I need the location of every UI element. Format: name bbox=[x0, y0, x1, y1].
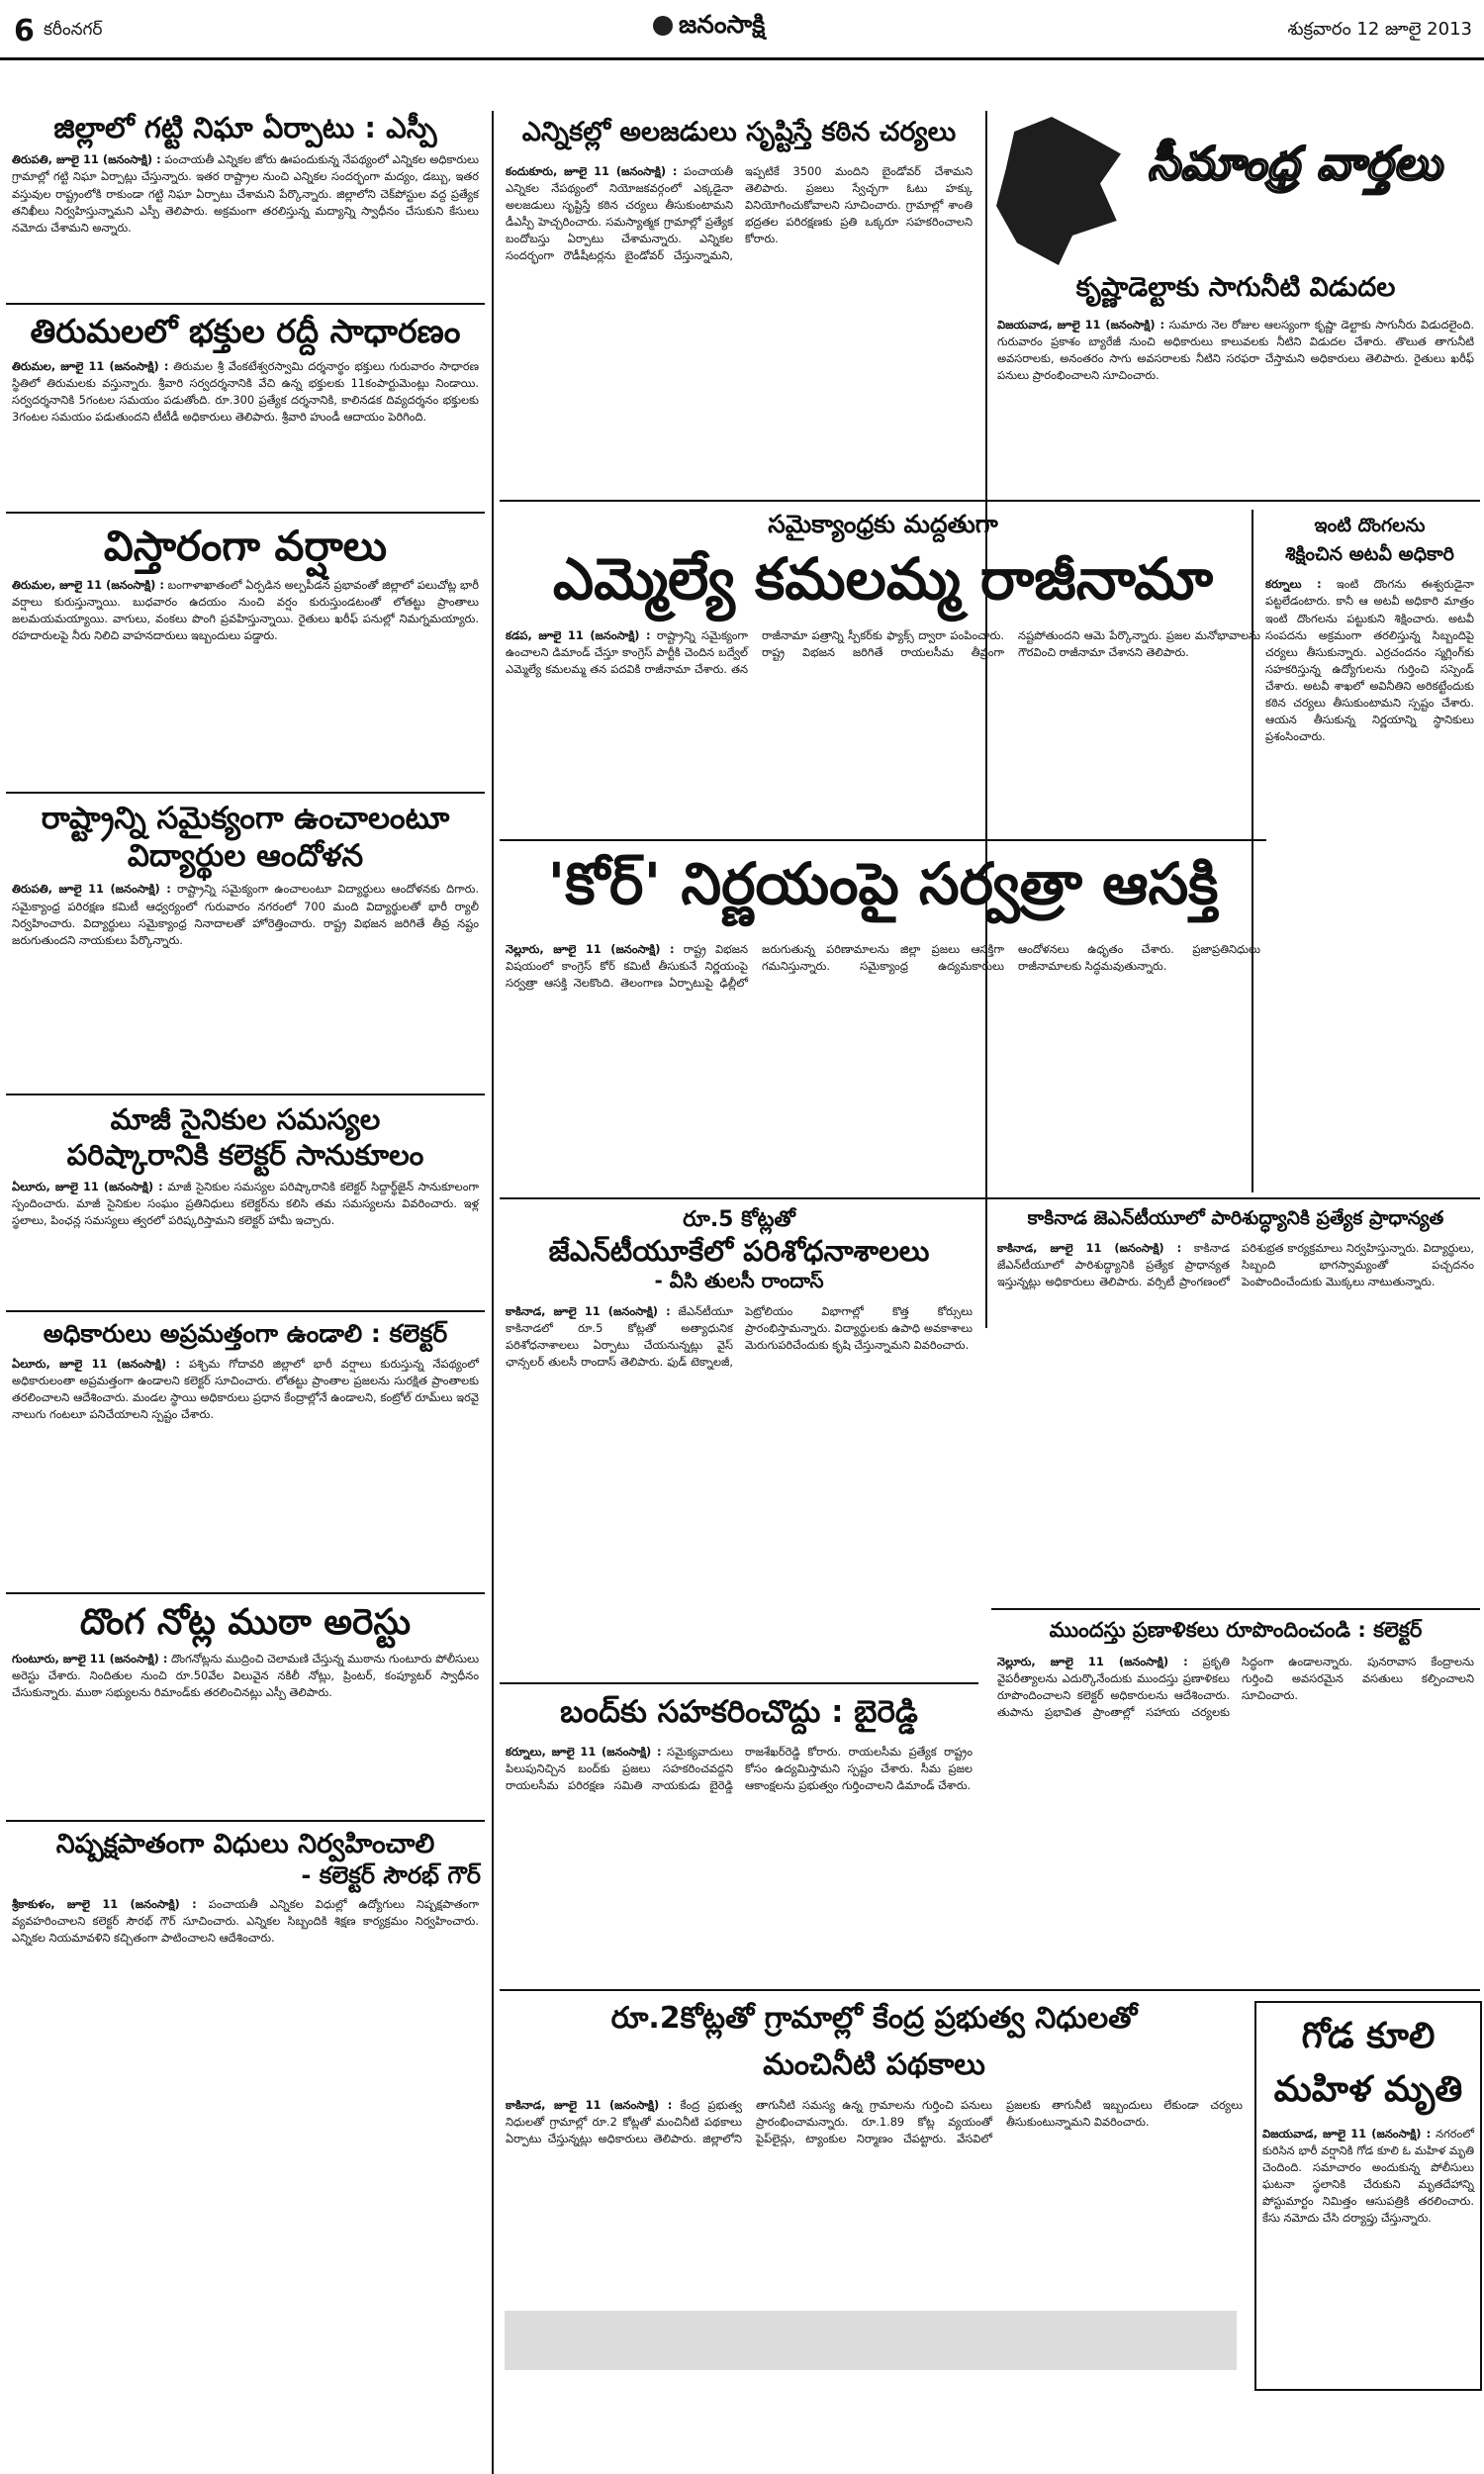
article-body: తిరుపతి, జూలై 11 (జనంసాక్షి) : పంచాయతీ ఎన్నికల జోరు ఊపందుకున్న నేపథ్యంలో ఎన్నికల అధికారులు గ్రామాల్లో గట్టి నిఘా ఏర్పాట్లు చేస్తున్నారు. ఇతర రాష్ట్రాల నుంచి ఎన్నికల సందర్భంగా మద్యం, డబ్బు, ఇతర వస్తువుల రాష్ట్రంలోకి రాకుండా గట్టి నిఘా ఏర్పాటు చేశామని పేర్కొన్నారు. జిల్లాలోని చెక్‌పోస్టుల వద్ద ప్రత్యేక తనిఖీలు నిర్వహిస్తున్నామని ఎస్పీ తెలిపారు. అక్రమంగా తరలిస్తున్న మద్యాన్ని స్వాధీనం చేసుకుని కేసులు నమోదు చేశామని అన్నారు. bbox=[12, 152, 479, 235]
headline: జేఎన్‌టీయూకేలో పరిశోధనాశాలలు bbox=[548, 1233, 930, 1268]
article-body: నెల్లూరు, జూలై 11 (జనంసాక్షి) : ప్రకృతి వైపరీత్యాలను ఎదుర్కొనేందుకు ముందస్తు ప్రణాళికలు రూపొందించాలని కలెక్టర్ అధికారులను ఆదేశించారు. తుపాను ప్రభావిత ప్రాంతాల్లో సహాయ చర్యలకు సిద్ధంగా ఉండాలన్నారు. పునరావాస కేంద్రాలను గుర్తించి అవసరమైన వసతులు కల్పించాలని సూచించారు. bbox=[997, 1654, 1474, 1719]
headline: 'కోర్' నిర్ణయంపై సర్వత్రా ఆసక్తి bbox=[547, 850, 1219, 917]
article-body: కాకినాడ, జూలై 11 (జనంసాక్షి) : జేఎన్‌టీయూ కాకినాడలో రూ.5 కోట్లతో అత్యాధునిక పరిశోధనాశాలలు ఏర్పాటు చేయనున్నట్లు వైస్ ఛాన్సలర్ తులసీ రాందాస్ తెలిపారు. ఫుడ్ టెక్నాలజీ, పెట్రోలియం విభాగాల్లో కొత్త కోర్సులు ప్రారంభిస్తామన్నారు. విద్యార్థులకు ఉపాధి అవకాశాలు మెరుగుపరిచేందుకు కృషి చేస్తున్నామని వివరించారు. bbox=[506, 1303, 973, 1369]
divider bbox=[6, 512, 485, 514]
headline: - కలెక్టర్ సౌరభ్ గౌర్ bbox=[301, 1860, 481, 1889]
article-body: కర్నూలు, జూలై 11 (జనంసాక్షి) : సమైక్యవాదులు పిలుపునిచ్చిన బంద్‌కు ప్రజలు సహకరించవద్దని రాయలసీమ పరిరక్షణ సమితి నాయకుడు బైరెడ్డి రాజశేఖర్‌రెడ్డి కోరారు. రాయలసీమ ప్రత్యేక రాష్ట్రం కోసం ఉద్యమిస్తామని స్పష్టం చేశారు. సీమ ప్రజల ఆకాంక్షలను ప్రభుత్వం గుర్తించాలని డిమాండ్ చేశారు. bbox=[506, 1744, 973, 1793]
divider bbox=[6, 303, 485, 305]
headline: ముందస్తు ప్రణాళికలు రూపొందించండి : కలెక్టర్ bbox=[1049, 1618, 1423, 1642]
headline: మంచినీటి పథకాలు bbox=[763, 2046, 985, 2082]
center-jntu-article bbox=[500, 1207, 978, 1677]
divider bbox=[500, 1682, 978, 1684]
banner-title: సీమాంధ్ర వార్తలు bbox=[1148, 137, 1443, 190]
headline: దొంగ నోట్ల ముఠా అరెస్టు bbox=[79, 1601, 412, 1643]
right-sanitation-article bbox=[991, 1207, 1480, 1593]
center-top-article bbox=[500, 117, 978, 493]
divider bbox=[500, 1197, 1480, 1199]
headline: - వీసి తులసీ రాందాస్ bbox=[654, 1269, 824, 1293]
headline: రాష్ట్రాన్ని సమైక్యంగా ఉంచాలంటూ bbox=[41, 800, 450, 836]
divider bbox=[500, 500, 1480, 502]
article-body: విజయవాడ, జూలై 11 (జనంసాక్షి) : సుమారు నెల రోజుల ఆలస్యంగా కృష్ణా డెల్టాకు సాగునీరు విడుదలైంది. గురువారం ప్రకాశం బ్యారేజీ నుంచి అధికారులు కాలువలకు నీటిని విడుదల చేశారు. తొలుత తాగునీటి అవసరాలకు, అనంతరం సాగు అవసరాలకు నీటిని సరఫరా చేస్తామని అధికారులు తెలిపారు. రైతులు ఖరీఫ్ పనులు ప్రారంభించాలని సూచించారు. bbox=[997, 317, 1475, 383]
column-divider bbox=[1252, 510, 1253, 1192]
right-top-article bbox=[991, 272, 1480, 500]
article-body: తిరుమల, జూలై 11 (జనంసాక్షి) : తిరుమల శ్రీ వేంకటేశ్వరస్వామి దర్శనార్థం భక్తులు గురువారం సాధారణ స్థితిలో తిరుమలకు వస్తున్నారు. శ్రీవారి సర్వదర్శనానికి వేచి ఉన్న భక్తులకు 11కంపార్టుమెంట్లు నిండాయి. సర్వదర్శనానికి 5గంటల సమయం పడుతోంది. రూ.300 ప్రత్యేక దర్శనానికి, కాలినడక దివ్యదర్శనం భక్తులకు 3గంటల సమయం పడుతుందని టీటీడీ అధికారులు తెలిపారు. శ్రీవారి హుండీ ఆదాయం పెరిగింది. bbox=[12, 358, 479, 424]
headline: రూ.2కోట్లతో గ్రామాల్లో కేంద్ర ప్రభుత్వ నిధులతో bbox=[610, 2001, 1138, 2036]
article-body: తిరుపతి, జూలై 11 (జనంసాక్షి) : రాష్ట్రాన్ని సమైక్యంగా ఉంచాలంటూ విద్యార్థులు ఆందోళనకు దిగారు. సమైక్యాంధ్ర పరిరక్షణ కమిటీ ఆధ్వర్యంలో గురువారం నగరంలో 700 మంది విద్యార్థులతో భారీ ర్యాలీ నిర్వహించారు. విద్యార్థులు సమైక్యాంధ్ర నినాదాలతో హోరెత్తించారు. రాష్ట్ర విభజన జరిగితే తీవ్ర నష్టం జరుగుతుందని నాయకులు పేర్కొన్నారు. bbox=[12, 882, 480, 947]
article-body: కాకినాడ, జూలై 11 (జనంసాక్షి) : కాకినాడ జేఎన్‌టీయూలో పారిశుద్ధ్యానికి ప్రత్యేక ప్రాధాన్యత ఇస్తున్నట్లు అధికారులు తెలిపారు. వర్సిటీ ప్రాంగణంలో పరిశుభ్రత కార్యక్రమాలు నిర్వహిస్తున్నారు. విద్యార్థులు, సిబ్బంది భాగస్వామ్యంతో పచ్చదనం పెంపొందించేందుకు మొక్కలు నాటుతున్నారు. bbox=[997, 1241, 1474, 1289]
logo-icon bbox=[653, 16, 673, 36]
headline: నిష్పక్షపాతంగా విధులు నిర్వహించాలి bbox=[55, 1828, 435, 1859]
right-forest-article bbox=[1259, 515, 1480, 1188]
article-body: గుంటూరు, జూలై 11 (జనంసాక్షి) : దొంగనోట్లను ముద్రించి చెలామణి చేస్తున్న ముఠాను గుంటూరు పోలీసులు అరెస్టు చేశారు. నిందితుల నుంచి రూ.50వేల విలువైన నకిలీ నోట్లు, ప్రింటర్, కంప్యూటర్ స్వాధీనం చేసుకున్నారు. ముఠా సభ్యులను రిమాండ్‌కు తరలించినట్లు ఎస్పీ తెలిపారు. bbox=[12, 1651, 480, 1699]
headline: గోడ కూలి bbox=[1301, 2016, 1436, 2056]
sidebar-box bbox=[1254, 2001, 1482, 2391]
article-body: విజయవాడ, జూలై 11 (జనంసాక్షి) : నగరంలో కురిసిన భారీ వర్షానికి గోడ కూలి ఓ మహిళ మృతి చెందింది. సమాచారం అందుకున్న పోలీసులు ఘటనా స్థలానికి చేరుకుని మృతదేహాన్ని పోస్టుమార్టం నిమిత్తం ఆసుపత్రికి తరలించారు. కేసు నమోదు చేసి దర్యాప్తు చేస్తున్నారు. bbox=[1262, 2126, 1475, 2226]
column-divider bbox=[492, 111, 494, 2474]
headline: శిక్షించిన అటవీ అధికారి bbox=[1285, 543, 1454, 566]
article-body: కడప, జూలై 11 (జనంసాక్షి) : రాష్ట్రాన్ని సమైక్యంగా ఉంచాలని డిమాండ్ చేస్తూ కాంగ్రెస్ పార్టీకి చెందిన బద్వేల్ ఎమ్మెల్యే కమలమ్మ తన పదవికి రాజీనామా చేశారు. తన రాజీనామా పత్రాన్ని స్పీకర్‌కు ఫ్యాక్స్ ద్వారా పంపించారు. రాష్ట్ర విభజన జరిగితే రాయలసీమ తీవ్రంగా నష్టపోతుందని ఆమె పేర్కొన్నారు. ప్రజల మనోభావాలను గౌరవించి రాజీనామా చేశానని తెలిపారు. bbox=[506, 628, 1260, 677]
center-core-article bbox=[500, 849, 1266, 1190]
right-collector-article bbox=[991, 1618, 1480, 1984]
article-body: శ్రీకాకుళం, జూలై 11 (జనంసాక్షి) : పంచాయతీ ఎన్నికల విధుల్లో ఉద్యోగులు నిష్పక్షపాతంగా వ్యవహరించాలని కలెక్టర్ సౌరభ్ గౌర్ సూచించారు. ఎన్నికల సిబ్బందికి శిక్షణ కార్యక్రమం నిర్వహించారు. ఎన్నికల నియమావళిని కచ్చితంగా పాటించాలని ఆదేశించారు. bbox=[12, 1896, 479, 1946]
headline: మహిళ మృతి bbox=[1273, 2068, 1463, 2110]
divider bbox=[6, 1310, 485, 1312]
masthead-title: జనంసాక్షి bbox=[679, 10, 766, 39]
article-body: కర్నూలు : ఇంటి దొంగను ఈశ్వరుడైనా పట్టలేడంటారు. కానీ ఆ అటవీ అధికారి మాత్రం ఇంటి దొంగలను పట్టుకుని శిక్షించారు. అటవీ సంపదను అక్రమంగా తరలిస్తున్న సిబ్బందిపై చర్యలు తీసుకున్నారు. ఎర్రచందనం స్మగ్లింగ్‌కు సహకరిస్తున్న ఉద్యోగులను గుర్తించి సస్పెండ్ చేశారు. అటవీ శాఖలో అవినీతిని అరికట్టేందుకు కఠిన చర్యలు తీసుకుంటామని స్పష్టం చేశారు. ఆయన తీసుకున్న నిర్ణయాన్ని స్థానికులు ప్రశంసించారు. bbox=[1265, 577, 1474, 744]
divider bbox=[500, 1989, 1480, 1991]
advertisement-placeholder bbox=[505, 2311, 1237, 2370]
district-label: కరీంనగర్ bbox=[44, 20, 103, 40]
issue-date: శుక్రవారం 12 జూలై 2013 bbox=[1287, 19, 1472, 40]
divider bbox=[991, 1608, 1480, 1610]
article-body: కాకినాడ, జూలై 11 (జనంసాక్షి) : కేంద్ర ప్రభుత్వ నిధులతో గ్రామాల్లో రూ.2 కోట్లతో మంచినీటి పథకాలు ఏర్పాటు చేస్తున్నట్లు అధికారులు తెలిపారు. జిల్లాలోని తాగునీటి సమస్య ఉన్న గ్రామాలను గుర్తించి పనులు ప్రారంభించామన్నారు. రూ.1.89 కోట్ల వ్యయంతో పైప్‌లైన్లు, ట్యాంకుల నిర్మాణం చేపట్టారు. వేసవిలో ప్రజలకు తాగునీటి ఇబ్బందులు లేకుండా చర్యలు తీసుకుంటున్నామని వివరించారు. bbox=[506, 2098, 1243, 2146]
headline: బంద్‌కు సహకరించొద్దు : బైరెడ్డి bbox=[560, 1694, 918, 1730]
page-number: 6 bbox=[14, 14, 35, 48]
kicker: సమైక్యాంధ్రకు మద్దతుగా bbox=[768, 510, 998, 538]
headline: మాజీ సైనికుల సమస్యల bbox=[110, 1102, 381, 1137]
headline: పరిష్కారానికి కలెక్టర్ సానుకూలం bbox=[66, 1137, 424, 1172]
divider bbox=[6, 1094, 485, 1095]
headline: విస్తారంగా వర్షాలు bbox=[103, 521, 388, 570]
headline: విద్యార్థుల ఆందోళన bbox=[127, 837, 364, 874]
headline: జిల్లాలో గట్టి నిఘా ఏర్పాటు : ఎస్పీ bbox=[53, 111, 437, 144]
page-header bbox=[0, 0, 1484, 60]
divider bbox=[6, 1592, 485, 1594]
headline: ఎన్నికల్లో అలజడులు సృష్టిస్తే కఠిన చర్యలు bbox=[521, 117, 957, 147]
headline: తిరుమలలో భక్తుల రద్దీ సాధారణం bbox=[30, 312, 461, 351]
map-icon bbox=[989, 117, 1128, 265]
center-mla-article bbox=[500, 510, 1266, 826]
headline: ఎమ్మెల్యే కమలమ్మ రాజీనామా bbox=[552, 544, 1214, 613]
divider bbox=[6, 792, 485, 794]
kicker: రూ.5 కోట్లతో bbox=[683, 1207, 795, 1232]
center-bandh-article bbox=[500, 1694, 978, 1981]
left-column bbox=[6, 111, 485, 2466]
bottom-water-article bbox=[500, 2001, 1249, 2298]
masthead-logo bbox=[653, 10, 765, 46]
article-body: తిరుమల, జూలై 11 (జనంసాక్షి) : బంగాళాఖాతంలో ఏర్పడిన అల్పపీడన ప్రభావంతో జిల్లాలో పలుచోట్ల భారీ వర్షాలు కురుస్తున్నాయి. బుధవారం ఉదయం నుంచి వర్షం కురుస్తుండటంతో లోతట్టు ప్రాంతాలు జలమయమయ్యాయి. వాగులు, వంకలు పొంగి ప్రవహిస్తున్నాయి. రైతులు ఖరీఫ్ పనుల్లో నిమగ్నమయ్యారు. రహదారులపై నీరు నిలిచి వాహనదారులు ఇబ్బందులు పడ్డారు. bbox=[12, 577, 479, 643]
article-body: నెల్లూరు, జూలై 11 (జనంసాక్షి) : రాష్ట్ర విభజన విషయంలో కాంగ్రెస్ కోర్ కమిటీ తీసుకునే నిర్ణయంపై సర్వత్రా ఆసక్తి నెలకొంది. తెలంగాణ ఏర్పాటుపై ఢిల్లీలో జరుగుతున్న పరిణామాలను జిల్లా ప్రజలు ఆసక్తిగా గమనిస్తున్నారు. సమైక్యాంధ్ర ఉద్యమకారులు ఆందోళనలు ఉధృతం చేశారు. ప్రజాప్రతినిధులు రాజీనామాలకు సిద్ధమవుతున్నారు. bbox=[506, 941, 1260, 990]
article-body: ఏలూరు, జూలై 11 (జనంసాక్షి) : పశ్చిమ గోదావరి జిల్లాలో భారీ వర్షాలు కురుస్తున్న నేపథ్యంలో అధికారులంతా అప్రమత్తంగా ఉండాలని కలెక్టర్ సూచించారు. లోతట్టు ప్రాంతాల ప్రజలను సురక్షిత ప్రాంతాలకు తరలించాలని ఆదేశించారు. మండల స్థాయి అధికారులు ప్రధాన కేంద్రాల్లోనే ఉండాలని, కంట్రోల్ రూమ్‌లు ఇరవై నాలుగు గంటలూ పనిచేయాలని స్పష్టం చేశారు. bbox=[12, 1356, 480, 1422]
section-banner bbox=[989, 117, 1480, 265]
headline: కృష్ణాడెల్టాకు సాగునీటి విడుదల bbox=[1075, 272, 1396, 303]
article-body: ఏలూరు, జూలై 11 (జనంసాక్షి) : మాజీ సైనికుల సమస్యల పరిష్కారానికి కలెక్టర్ సిద్దార్థ్‌జైన్ సానుకూలంగా స్పందించారు. మాజీ సైనికుల సంఘం ప్రతినిధులు కలెక్టర్‌ను కలిసి తమ సమస్యలను వివరించారు. ఇళ్ల స్థలాలు, పింఛన్ల సమస్యలు త్వరలో పరిష్కరిస్తామని కలెక్టర్ హామీ ఇచ్చారు. bbox=[12, 1180, 479, 1228]
headline: కాకినాడ జెఎన్‌టీయూలో పారిశుద్ధ్యానికి ప్రత్యేక ప్రాధాన్యత bbox=[1027, 1207, 1444, 1229]
headline: అధికారులు అప్రమత్తంగా ఉండాలి : కలెక్టర్ bbox=[43, 1319, 448, 1349]
article-body: కందుకూరు, జూలై 11 (జనంసాక్షి) : పంచాయతీ ఎన్నికల నేపథ్యంలో నియోజకవర్గంలో ఎక్కడైనా అలజడులు సృష్టిస్తే కఠిన చర్యలు తీసుకుంటామని డీఎస్పీ హెచ్చరించారు. సమస్యాత్మక గ్రామాల్లో ప్రత్యేక బందోబస్తు ఏర్పాటు చేశామన్నారు. ఎన్నికల సందర్భంగా రౌడీషీటర్లను బైండోవర్ చేస్తున్నామని, ఇప్పటికే 3500 మందిని బైండోవర్ చేశామని తెలిపారు. ప్రజలు స్వేచ్ఛగా ఓటు హక్కు వినియోగించుకోవాలని సూచించారు. గ్రామాల్లో శాంతి భద్రతల పరిరక్షణకు ప్రతి ఒక్కరూ సహకరించాలని కోరారు. bbox=[506, 163, 973, 263]
divider bbox=[6, 1820, 485, 1822]
divider bbox=[500, 839, 1266, 841]
headline: ఇంటి దొంగలను bbox=[1314, 515, 1426, 536]
